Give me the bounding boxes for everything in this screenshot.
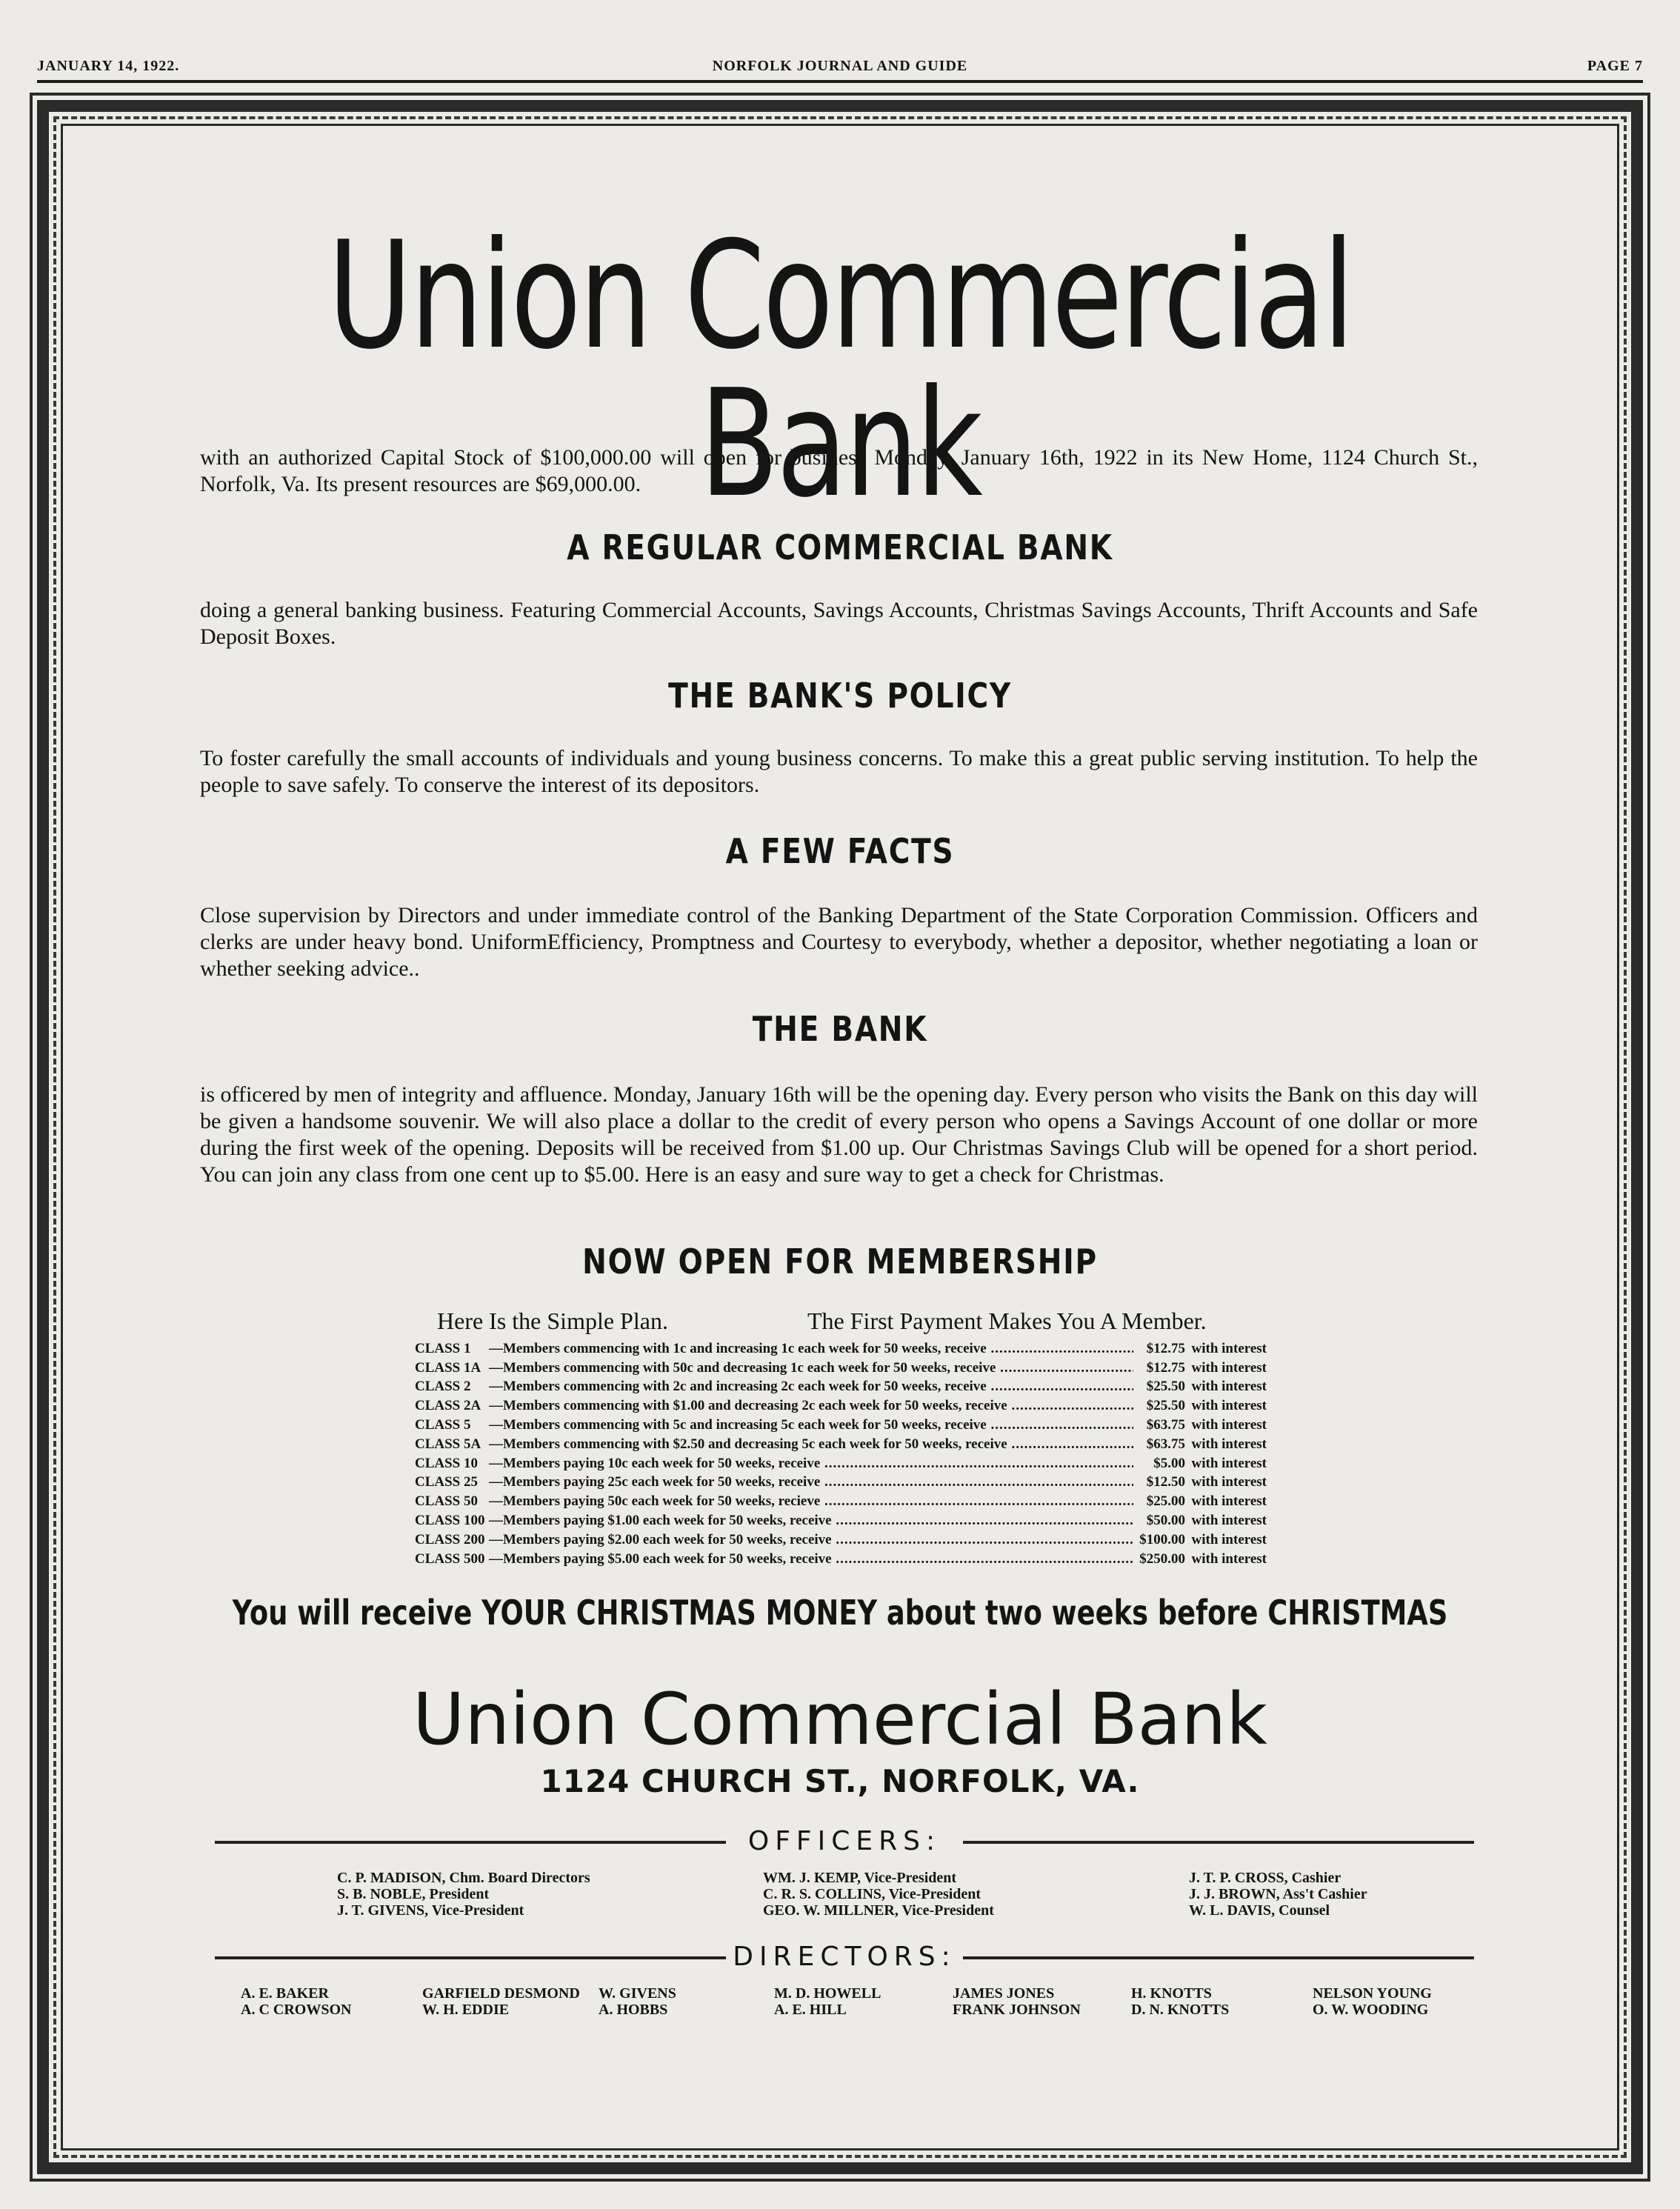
class-amount: $12.50 (1146, 1474, 1185, 1490)
class-note: with interest (1191, 1398, 1267, 1414)
officer-name: J. J. BROWN, Ass't Cashier (1189, 1886, 1367, 1902)
class-description: —Members commencing with 5c and increasing 5c each week for 50 weeks, receive ..... (489, 1417, 1133, 1433)
class-description: —Members commencing with $1.00 and decreasing 2c each week for 50 weeks, receive ..... (489, 1398, 1133, 1414)
officer-name: S. B. NOBLE, President (337, 1886, 490, 1902)
class-name: CLASS 2A (415, 1398, 481, 1414)
section-body-facts: Close supervision by Directors and under immediate control of the Banking Department of the State Corporation Commission. Officers and clerks are under heavy bond. UniformEfficiency, Promptness and Courtesy to everybody, whether a depositor, whether negotiating a loan or whether seeking advice.. (200, 903, 1478, 981)
class-description: —Members paying 50c each week for 50 weeks, recieve ..... (489, 1493, 1133, 1510)
class-amount: $50.00 (1146, 1513, 1185, 1529)
officer-name: GEO. W. MILLNER, Vice-President (763, 1902, 994, 1919)
director-name: A. E. HILL (774, 2002, 847, 2018)
class-description: —Members commencing with 1c and increasing 1c each week for 50 weeks, receive ..... (489, 1341, 1133, 1357)
class-note: with interest (1191, 1531, 1267, 1547)
class-row (415, 1359, 1267, 1378)
class-note: with interest (1191, 1340, 1267, 1356)
director-name: W. H. EDDIE (422, 2002, 510, 2018)
director-name: A. C CROWSON (241, 2002, 352, 2018)
class-name: CLASS 200 (415, 1531, 485, 1547)
directors-divider (215, 1942, 1474, 1972)
class-description: —Members paying 10c each week for 50 weeks, receive ..... (489, 1456, 1133, 1472)
director-name: W. GIVENS (599, 1985, 676, 2002)
officers-column-3 (1189, 1870, 1367, 1919)
class-name: CLASS 100 (415, 1513, 485, 1529)
class-name: CLASS 5A (415, 1436, 481, 1452)
class-row (415, 1454, 1267, 1473)
class-note: with interest (1191, 1493, 1267, 1510)
director-name: O. W. WOODING (1313, 2002, 1429, 2018)
class-table (415, 1339, 1267, 1569)
class-name: CLASS 500 (415, 1550, 485, 1567)
class-amount: $63.75 (1146, 1417, 1185, 1433)
ad-title: Union Commercial Bank (327, 210, 1353, 530)
director-name: D. N. KNOTTS (1131, 2002, 1230, 2018)
directors-column-5 (953, 1985, 1081, 2018)
class-name: CLASS 1A (415, 1359, 481, 1376)
class-note: with interest (1191, 1417, 1267, 1433)
officer-name: J. T. GIVENS, Vice-President (337, 1902, 524, 1919)
intro-paragraph: with an authorized Capital Stock of $100,000.00 will open for business Monday, January 16th, 1922 in its New Home, 1124 Church St., Norfolk, Va. Its present resources are $69,000.00. (200, 445, 1478, 496)
class-name: CLASS 10 (415, 1455, 478, 1471)
director-name: H. KNOTTS (1131, 1985, 1212, 2002)
footer-address: 1124 CHURCH ST., NORFOLK, VA. (540, 1763, 1140, 1799)
section-heading-policy: THE BANK'S POLICY (668, 676, 1012, 716)
directors-column-6 (1131, 1985, 1229, 2018)
masthead-rule (37, 80, 1643, 83)
newspaper-name: NORFOLK JOURNAL AND GUIDE (712, 58, 968, 74)
officers-label: OFFICERS: (747, 1826, 941, 1856)
class-row (415, 1396, 1267, 1416)
class-note: with interest (1191, 1474, 1267, 1490)
class-amount: $5.00 (1153, 1455, 1185, 1471)
directors-column-7 (1313, 1985, 1432, 2018)
class-description: —Members paying $5.00 each week for 50 weeks, receive ..... (489, 1551, 1133, 1567)
officer-name: W. L. DAVIS, Counsel (1189, 1902, 1330, 1919)
plan-left-text: Here Is the Simple Plan. (437, 1307, 668, 1334)
christmas-money-line: You will receive YOUR CHRISTMAS MONEY about two weeks before CHRISTMAS (232, 1593, 1448, 1633)
class-amount: $25.00 (1146, 1493, 1185, 1510)
class-description: —Members commencing with 2c and increasing 2c each week for 50 weeks, receive ..... (489, 1379, 1133, 1395)
director-name: NELSON YOUNG (1313, 1985, 1432, 2002)
class-description: —Members commencing with $2.50 and decreasing 5c each week for 50 weeks, receive ..... (489, 1436, 1133, 1453)
class-row (415, 1530, 1267, 1550)
class-note: with interest (1191, 1513, 1267, 1529)
class-note: with interest (1191, 1379, 1267, 1395)
class-amount: $25.50 (1146, 1398, 1185, 1414)
class-description: —Members paying $2.00 each week for 50 weeks, receive ..... (489, 1532, 1133, 1548)
class-description: —Members paying 25c each week for 50 weeks, receive ..... (489, 1474, 1133, 1490)
director-name: A. HOBBS (599, 2002, 668, 2018)
masthead (37, 52, 1643, 79)
class-amount: $100.00 (1139, 1531, 1185, 1547)
director-name: A. E. BAKER (241, 1985, 329, 2002)
class-row (415, 1550, 1267, 1569)
directors-column-3 (599, 1985, 676, 2018)
directors-label: DIRECTORS: (733, 1942, 956, 1972)
director-name: JAMES JONES (953, 1985, 1055, 2002)
class-row (415, 1416, 1267, 1435)
footer-bank-name: Union Commercial Bank (413, 1678, 1267, 1761)
class-name: CLASS 25 (415, 1474, 478, 1490)
page-number: PAGE 7 (1587, 58, 1643, 74)
membership-heading: NOW OPEN FOR MEMBERSHIP (582, 1242, 1098, 1282)
class-row (415, 1435, 1267, 1454)
director-name: M. D. HOWELL (774, 1985, 881, 2002)
class-row (415, 1378, 1267, 1397)
class-note: with interest (1191, 1436, 1267, 1452)
class-note: with interest (1191, 1550, 1267, 1567)
officers-column-1 (337, 1870, 590, 1919)
section-heading-the-bank: THE BANK (752, 1009, 928, 1049)
issue-date: JANUARY 14, 1922. (37, 58, 180, 74)
officer-name: WM. J. KEMP, Vice-President (763, 1870, 957, 1886)
class-amount: $25.50 (1146, 1379, 1185, 1395)
officers-column-2 (763, 1870, 994, 1919)
section-heading-regular-bank: A REGULAR COMMERCIAL BANK (567, 527, 1113, 567)
class-description: —Members paying $1.00 each week for 50 weeks, receive ..... (489, 1513, 1133, 1529)
class-name: CLASS 5 (415, 1417, 471, 1433)
class-amount: $250.00 (1139, 1550, 1185, 1567)
class-row (415, 1511, 1267, 1530)
class-note: with interest (1191, 1359, 1267, 1376)
class-note: with interest (1191, 1455, 1267, 1471)
section-body-the-bank: is officered by men of integrity and affluence. Monday, January 16th will be the opening day. Every person who visits the Bank on this day will be given a handsome souvenir. We will also place a dollar to the credit of every person who opens a Savings Account of one dollar or more during the first week of the opening. Deposits will be received from $1.00 up. Our Christmas Savings Club will be opened for a short period. You can join any class from one cent up to $5.00. Here is an easy and sure way to get a check for Christmas. (200, 1082, 1478, 1187)
class-description: —Members commencing with 50c and decreasing 1c each week for 50 weeks, receive ..... (489, 1360, 1133, 1376)
officer-name: C. P. MADISON, Chm. Board Directors (337, 1870, 590, 1886)
director-name: FRANK JOHNSON (953, 2002, 1081, 2018)
director-name: GARFIELD DESMOND (422, 1985, 580, 2002)
class-name: CLASS 50 (415, 1493, 478, 1510)
class-name: CLASS 2 (415, 1379, 471, 1395)
officer-name: C. R. S. COLLINS, Vice-President (763, 1886, 981, 1902)
class-amount: $63.75 (1146, 1436, 1185, 1452)
officer-name: J. T. P. CROSS, Cashier (1189, 1870, 1341, 1886)
class-name: CLASS 1 (415, 1340, 471, 1356)
plan-right-text: The First Payment Makes You A Member. (807, 1307, 1207, 1334)
officers-divider (215, 1827, 1474, 1856)
divider-line-right (963, 1956, 1474, 1959)
class-amount: $12.75 (1146, 1359, 1185, 1376)
directors-column-2 (422, 1985, 580, 2018)
class-row (415, 1339, 1267, 1359)
class-row (415, 1473, 1267, 1493)
class-row (415, 1492, 1267, 1511)
class-amount: $12.75 (1146, 1340, 1185, 1356)
section-body-regular-bank: doing a general banking business. Featuring Commercial Accounts, Savings Accounts, Christmas Savings Accounts, Thrift Accounts and Safe Deposit Boxes. (200, 598, 1478, 649)
directors-column-1 (241, 1985, 351, 2018)
section-heading-facts: A FEW FACTS (725, 831, 955, 871)
directors-column-4 (774, 1985, 881, 2018)
divider-line-right (963, 1841, 1474, 1844)
section-body-policy: To foster carefully the small accounts of individuals and young business concerns. To make this a great public serving institution. To help the people to save safely. To conserve the interest of its depositors. (200, 746, 1478, 797)
